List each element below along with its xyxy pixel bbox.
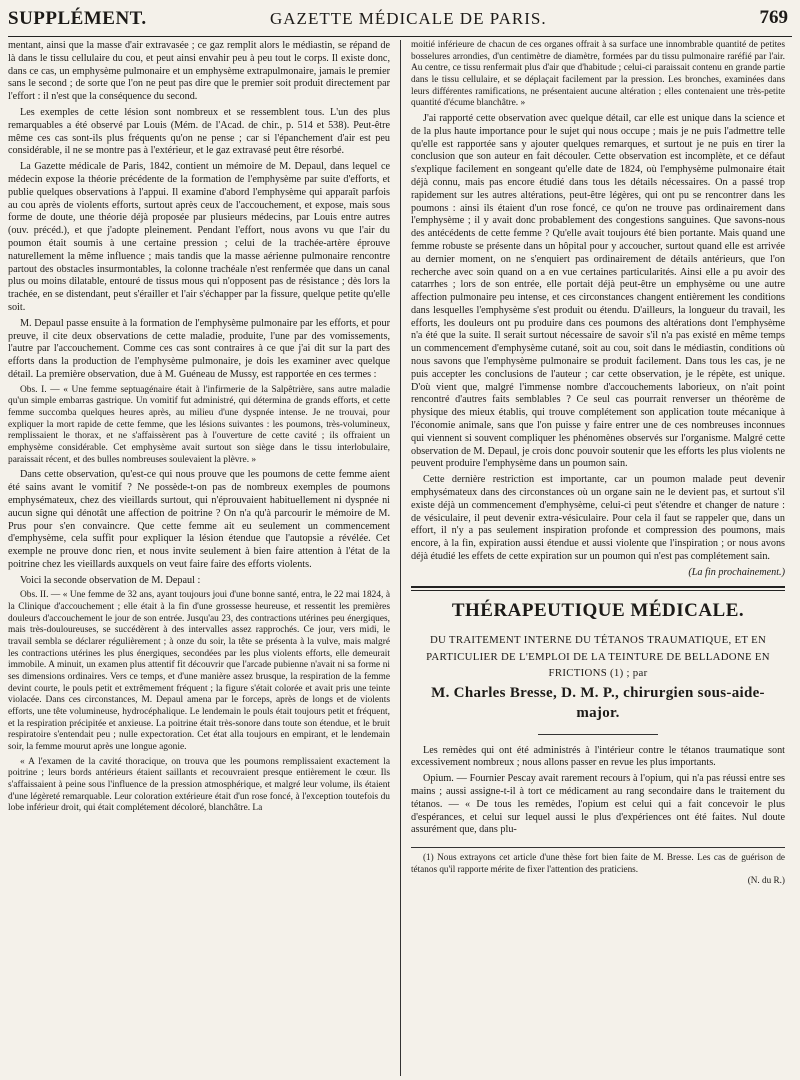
page-header	[8, 6, 792, 37]
footnote-rule	[411, 847, 785, 848]
footnote: (1) Nous extrayons cet article d'une thèse fort bien faite de M. Bresse. Les cas de guérison de tétanos qu'il rapporte mérite de fixer l'attention des praticiens.	[411, 852, 785, 874]
paragraph: M. Depaul passe ensuite à la formation de l'emphysème pulmonaire par les efforts, et pour preuve, il cite deux observations de cette maladie, produite, l'une par des vomissements, l'autre par l'accouchement. Comme ces cas sont contraires à ce que j'ai dit sur la part des efforts dans la production de l'emphysème pulmonaire, je dois les examiner avec quelque détail. La première observation, due à M. Guéneau de Mussy, est rapportée en ces termes :	[8, 317, 390, 380]
paragraph: Les remèdes qui ont été administrés à l'intérieur contre le tétanos traumatique sont excessivement nombreux ; nous allons passer en revue les plus importants.	[411, 744, 785, 769]
section-rule	[411, 590, 785, 591]
short-rule	[538, 734, 658, 735]
paragraph: Voici la seconde observation de M. Depaul :	[20, 574, 201, 586]
paragraph: J'ai rapporté cette observation avec quelque détail, car elle est unique dans la science et de la plus haute importance pour le sujet qui nous occupe ; mais je ne puis l'admettre telle qu'elle est rapportée sans y ajouter quelques remarques, et surtout je ne puis en tirer la conclusion que son auteur en fait découler. Cette observation est incomplète, et ce défaut s'explique facilement en songeant qu'elle date de 1824, où l'emphysème pulmonaire était déjà connu, mais pas encore étudié dans tous les détails nécessaires. On a passé trop rapidement sur les autres altérations, peut-être légères, qui ont pu se rencontrer dans les poumons : ainsi ils étaient d'un rose foncé, ce qu'on ne trouve pas ordinairement dans l'emphysème ; il y avait donc probablement des congestions sanguines. Que savons-nous des antécédents de cette femme ? Qu'elle avait toujours été bien portante. Mais quand une femme robuste se présente dans un hôpital pour y accoucher, surtout quand elle est arrivée au dernier moment, on ne s'enquiert pas ordinairement de détails antérieurs, que l'on recherche avec soin quand on a en vue certaines particularités. Ainsi elle a pu avoir des catarrhes ; lors de son entrée, elle portait déjà peut-être un emphysème ou une autre affection pulmonaire peu intense, et ces circonstances changent entièrement les conditions dans lesquelles l'emphysème s'est produit ou étendu. D'ailleurs, la longueur du travail, les efforts, les douleurs ont pu produire dans ces poumons des altérations dont l'emphysème n'a été que la suite. Il serait surtout nécessaire de savoir s'il n'a pas existé en même temps un commencement d'emphysème cutané, soit au cou, soit dans le médiastin, conditions où nous savons que l'emphysème pulmonaire se produit facilement. Dans tous les cas, je ne puis accepter les conclusions de l'auteur ; car cette observation, je le répète, est unique. D'où vient que, malgré l'immense nombre d'accouchements laborieux, on n'ait point rencontré d'autres faits semblables ? Ce seul cas pourrait renverser un théorème de physique des mieux établis, qui trouve complétement son application toute mécanique à l'économie animale, sans que l'on puisse y faire entrer une de ces nombreuses inconnues qui viennent si souvent compliquer les phénomènes observés sur l'organisme. Malgré cette observation de M. Depaul, je crois donc pouvoir soutenir que les efforts les plus violents ne peuvent produire l'emphysème dans un poumon sain.	[411, 112, 785, 470]
observation-quote: Obs. I. — « Une femme septuagénaire était à l'infirmerie de la Salpêtrière, sans autre maladie qu'un simple embarras gastrique. Un vomitif fut administré, qui détermina de grands efforts, et cette femme succomba quelques heures après, au milieu d'une dyspnée intense. Je ne trouvai, pour expliquer la mort rapide de cette femme, que les lésions suivantes : les poumons, très-volumineux, remplissaient le thorax, et ne s'affaissèrent pas à l'ouverture de cette cavité ; ils offraient un emphysème considérable. Cet emphysème avait surtout son siège dans le tissu interlobulaire, paraissait récent, et des bulles nombreuses soulevaient la plèvre. »	[8, 384, 390, 465]
article-title	[411, 632, 785, 723]
observation-quote: moitié inférieure de chacun de ces organes offrait à sa surface une innombrable quantité de petites bosselures arrondies, d'un centimètre de diamètre, formées par du tissu pulmonaire raréfié par l'air. Au centre, ce tissu renfermait plus d'air que d'habitude ; celui-ci paraissait contenu en grande partie dans le tissu cellulaire, et se déplaçait facilement par la pression. Les bronches, examinées dans leurs différentes ramifications, ne présentaient aucune altération ; elles contenaient une très-petite quantité d'écume blanchâtre. »	[411, 40, 785, 109]
paragraph: Cette dernière restriction est importante, car un poumon malade peut devenir emphysémateux dans des circonstances où un organe sain ne le devient pas, et surtout s'il existe déjà un commencement d'emphysème, celui-ci peut s'étendre et changer de nature : de vésiculaire, il peut devenir extra-vésiculaire. Pour cela il faut se rappeler que, dans un effort, il n'y a pas seulement inspiration profonde et compression des poumons, mais encore, à la fin, expiration aussi étendue et aussi violente que l'inspiration ; or nous avons déjà étudié les effets de cette expiration sur un poumon qui n'est pas complétement sain.	[411, 474, 785, 563]
section-title: THÉRAPEUTIQUE MÉDICALE.	[451, 599, 745, 621]
paragraph: Dans cette observation, qu'est-ce qui nous prouve que les poumons de cette femme aient été sains avant le vomitif ? Ne possède-t-on pas de nombreux exemples de poumons emphysémateux, chez des vieillards surtout, qui n'éprouvaient habituellement ni dyspnée ni aucun signe qui dénotât une affection de poitrine ? On n'a qu'à parcourir le mémoire de M. Prus pour s'en convaincre. Que cette femme ait eu seulement un commencement d'emphysème, cela suffit pour expliquer la lésion étendue que l'autopsie a révélée. Cet exemple ne prouve donc rien, et nous invite seulement à bien faire attention à l'état de la poitrine chez les vieillards auxquels on veut faire faire des efforts violents.	[8, 469, 390, 570]
paragraph: La Gazette médicale de Paris, 1842, contient un mémoire de M. Depaul, dans lequel ce médecin expose la théorie précédente de la formation de l'emphysème par suite d'efforts, et publie quelques observations à l'appui. Il examine d'abord l'emphysème qui apparaît parfois au cou après de violents efforts, surtout après ceux de l'accouchement, et expose, mais sous forme de doute, une théorie déjà proposée par plusieurs médecins, par Louis entre autres (ouv. précéd.), et que j'adopte pleinement. Pendant l'effort, nous avons vu que l'air du poumon était soumis à une certaine pression ; celui de la trachée-artère éprouve naturellement la même influence ; mais tandis que la masse aérienne pulmonaire rencontre partout des obstacles insurmontables, la colonne trachéale n'est renfermée que dans un canal plus ou moins dilatable, entouré de tissus mous qui n'opposent pas de résistance ; dès lors la trachée, en se distendant, peut s'érailler et l'air s'échapper par la fissure, quelque petite qu'elle soit.	[8, 161, 390, 313]
paragraph: Opium. — Fournier Pescay avait rarement recours à l'opium, qui n'a pas réussi entre ses mains ; aussi assigne-t-il à tort ce médicament au rang secondaire dans le traitement du tétanos. — « De tous les remèdes, l'opium est celui qui a fait concevoir le plus d'espérances, et celui sur lequel aussi le plus d'expériences ont été faites. Nul doute assurément que, dans plu-	[411, 773, 785, 836]
paragraph: mentant, ainsi que la masse d'air extravasée ; ce gaz remplit alors le médiastin, se répand de là dans le tissu cellulaire du cou, et peut ainsi envahir peu à peu tout le corps. Il existe donc, dans ce cas, un emphysème pulmonaire et un emphysème extrapulmonaire, jamais le premier sans le second ; de sorte que l'on ne peut pas dire que le premier soit produit directement par l'effort : il n'est que la conséquence du second.	[8, 40, 390, 103]
left-column	[8, 40, 390, 1076]
journal-title: GAZETTE MÉDICALE DE PARIS.	[270, 9, 547, 28]
article-heading: DU TRAITEMENT INTERNE DU TÉTANOS TRAUMATIQUE, ET EN PARTICULIER DE L'EMPLOI DE LA TEINTURE DE BELLADONE EN FRICTIONS (1) ; par	[426, 634, 770, 679]
footnote-signature: (N. du R.)	[747, 875, 785, 886]
column-divider	[400, 40, 401, 1076]
paragraph: Les exemples de cette lésion sont nombreux et se ressemblent tous. L'un des plus remarquables a été observé par Louis (Mém. de l'Acad. de chir., p. 514 et 538). Peut-être même ces cas sont-ils plus fréquents qu'on ne pense ; car si l'épanchement d'air est peu considérable, il ne se montre pas à l'extérieur, et le gaz extravasé peut être résorbé.	[8, 106, 390, 157]
to-be-continued: (La fin prochainement.)	[688, 566, 785, 578]
article-author: M. Charles Bresse, D. M. P., chirurgien sous-aide-major.	[431, 685, 765, 722]
section-rule	[411, 586, 785, 588]
observation-quote: « A l'examen de la cavité thoracique, on trouva que les poumons remplissaient exactement la poitrine ; leurs bords antérieurs étaient saillants et recouvraient presque entièrement le cœur. Ils s'affaissaient à peine sous l'influence de la pression atmosphérique, et malgré leur volume, ils étaient d'une légèreté remarquable. Leur coloration extérieure était d'un rose foncé, à l'exception toutefois du lobe inférieur droit, qui était complétement décoloré, blanchâtre. La	[8, 756, 390, 814]
supplement-label: SUPPLÉMENT.	[8, 8, 147, 29]
page-number: 769	[759, 7, 788, 28]
observation-quote: Obs. II. — « Une femme de 32 ans, ayant toujours joui d'une bonne santé, entra, le 22 mai 1824, à la Clinique d'accouchement ; elle était à la fin d'une grossesse heureuse, et ressentit les premières douleurs d'accouchement le jour de son entrée. Jusqu'au 23, des contractions utérines peu énergiques, mais très-douloureuses, se succédèrent à des intervalles assez rapprochés. Ce jour, vers midi, le travail sembla se déclarer régulièrement ; à onze du soir, la tête se présenta à la vulve, mais malgré les contractions utérines les plus énergiques, secondées par les plus violents efforts, elle demeurait immobile. A minuit, un examen plus attentif fit découvrir que l'arcade pubienne n'avait ni sa forme ni ses dimensions ordinaires. Vers ce temps, et d'une manière assez brusque, la respiration de la femme devint courte, le pouls petit et extrêmement fréquent ; la figure s'était colorée et avait pris une teinte violacée. Dans ces circonstances, M. Depaul amena par le forceps, après de longs et de violents efforts, une tête volumineuse, hydrocéphalique. Le lendemain le pouls était toujours petit et fréquent, et la respiration précipitée et anxieuse. La poitrine était très-sonore dans toute son étendue, et le bruit respiratoire s'entendait peu ; nulle expectoration. Cet état alla toujours en empirant, et le lendemain soir, la femme mourut après une longue agonie.	[8, 590, 390, 753]
right-column	[411, 40, 785, 1076]
